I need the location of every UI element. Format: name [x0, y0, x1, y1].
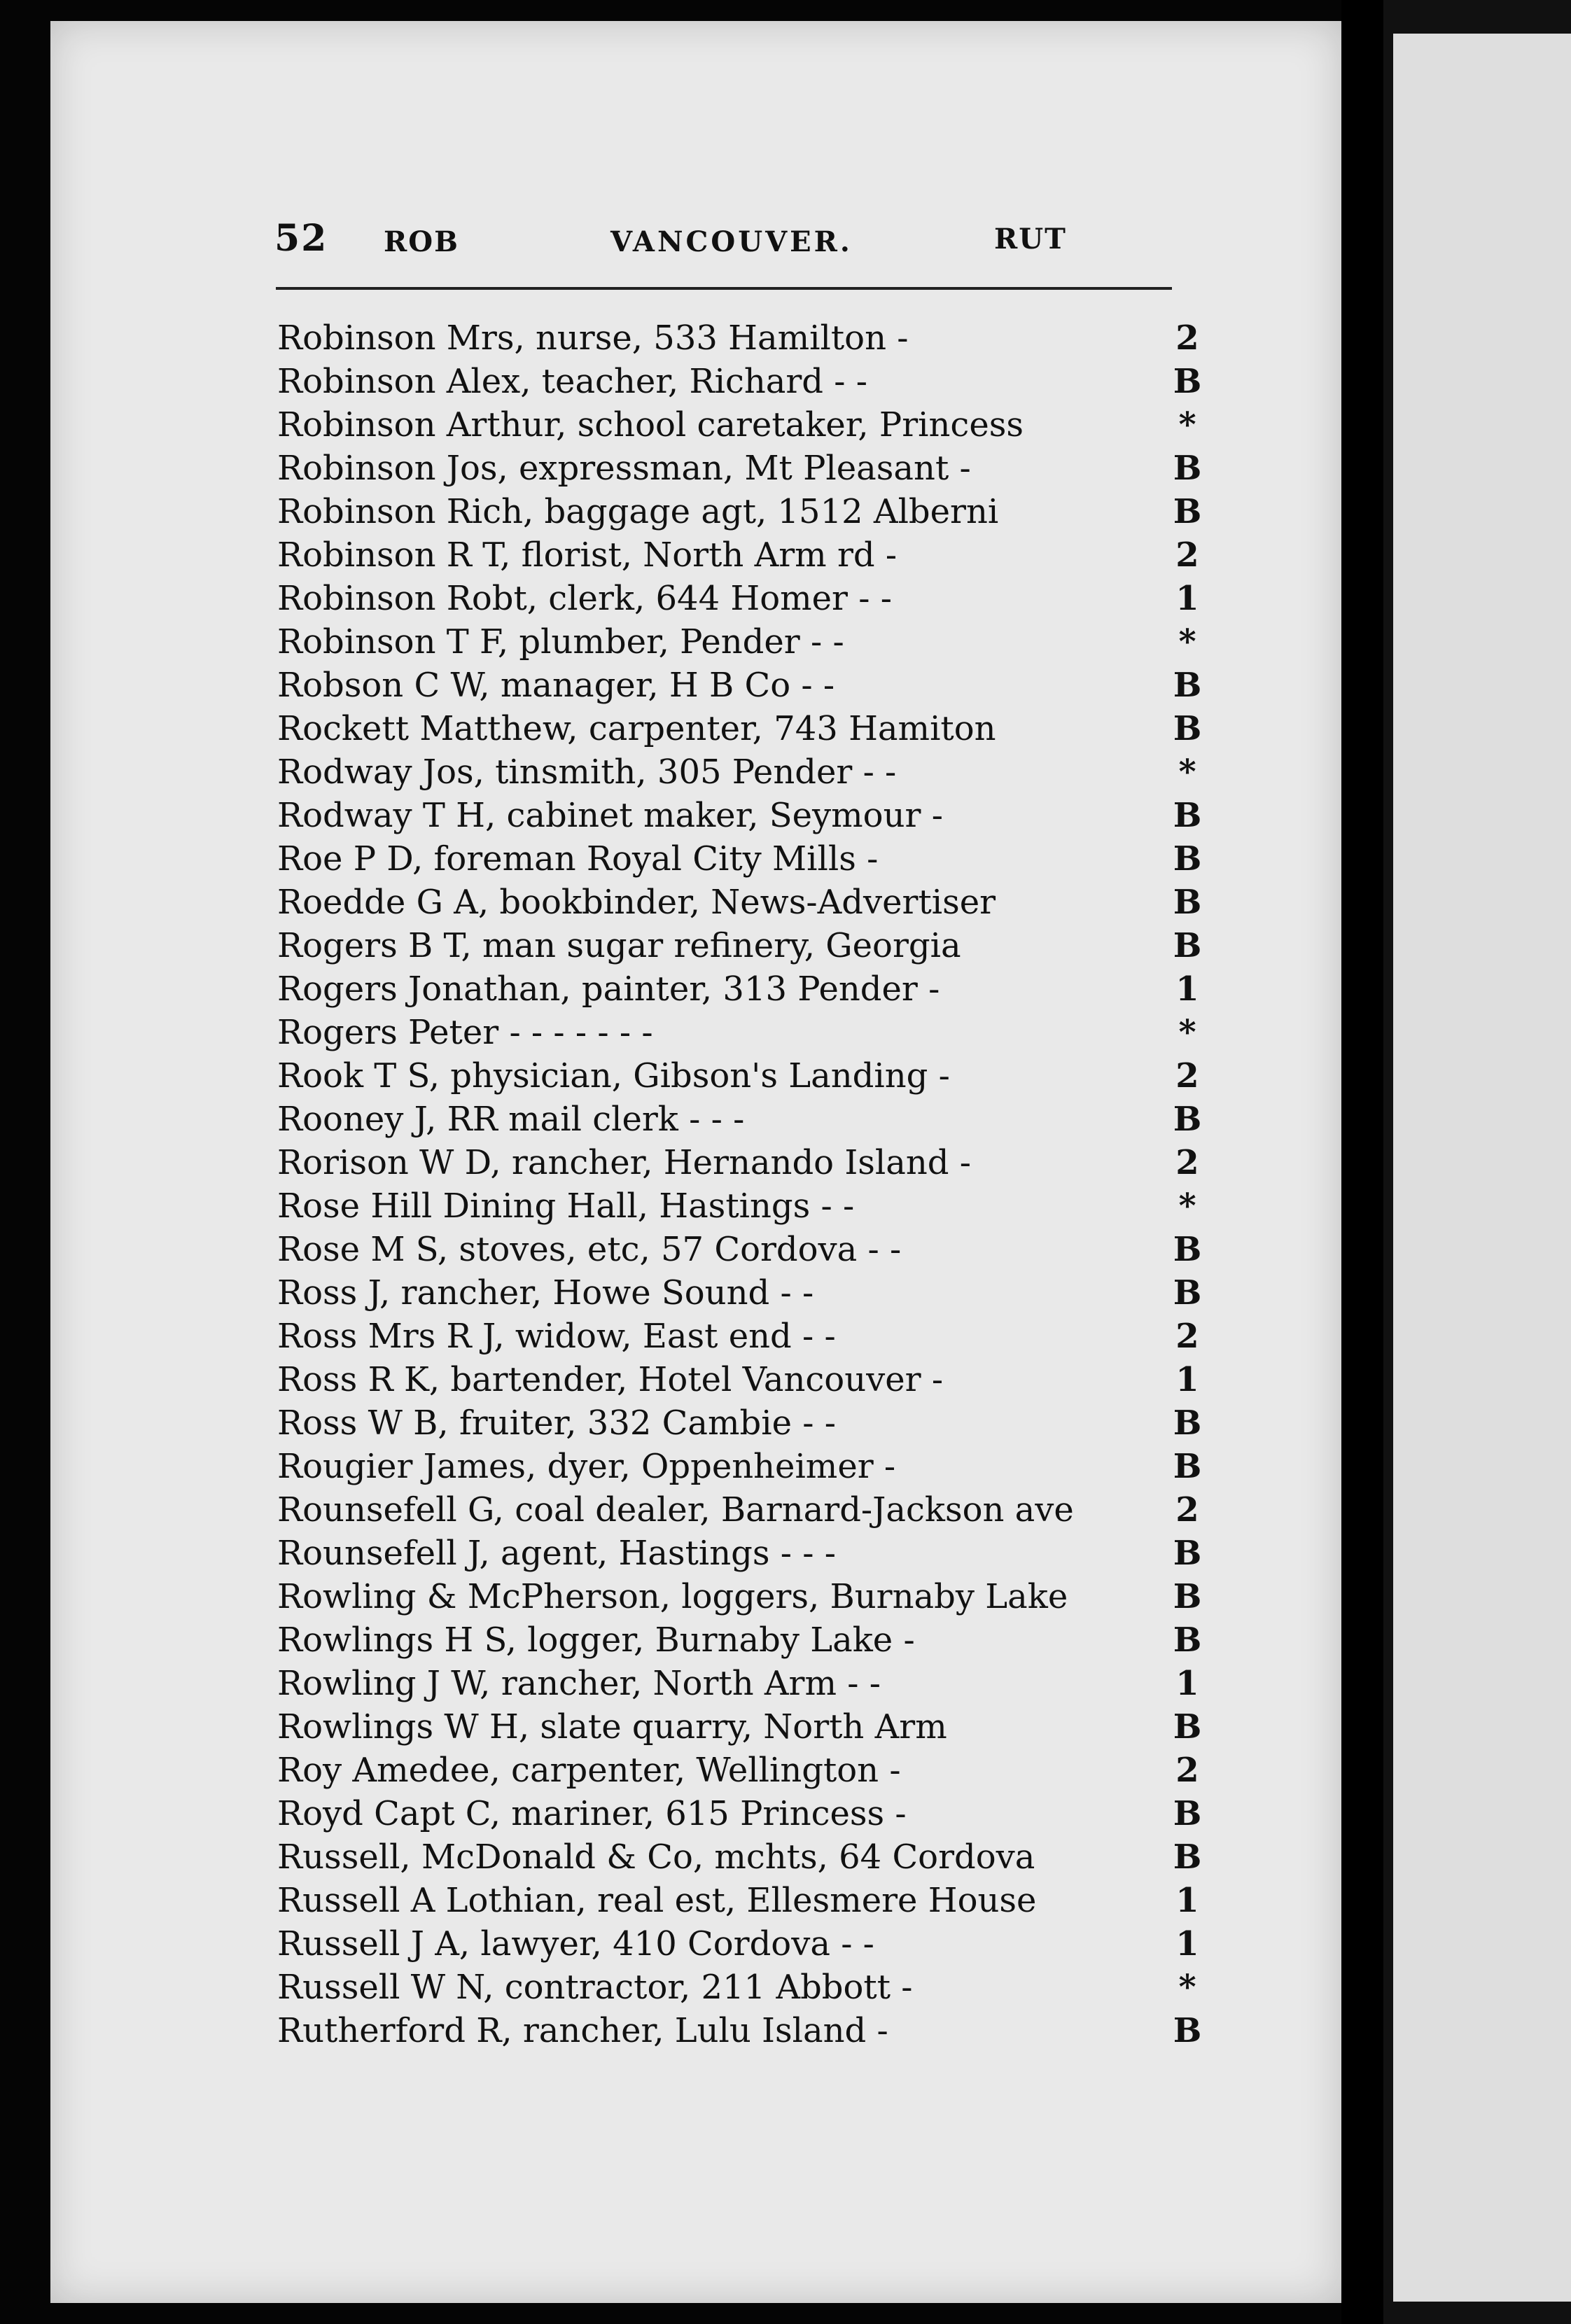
- entry-code: *: [1178, 1968, 1196, 2007]
- entry-code: B: [1173, 1100, 1202, 1139]
- entry-text: Rook T S, physician, Gibson's Landing -: [277, 1056, 950, 1096]
- page-number: 52: [274, 217, 328, 260]
- entry-code: *: [1178, 622, 1196, 662]
- directory-entry: [277, 1315, 1208, 1358]
- entry-code: 2: [1175, 1490, 1199, 1530]
- directory-entry: [277, 1184, 1208, 1228]
- entry-text: Rodway Jos, tinsmith, 305 Pender - -: [277, 752, 897, 792]
- directory-entry: [277, 1098, 1208, 1141]
- entry-text: Russell W N, contractor, 211 Abbott -: [277, 1968, 913, 2007]
- entry-code: B: [1173, 796, 1202, 835]
- entry-text: Rooney J, RR mail clerk - - -: [277, 1100, 745, 1139]
- entry-text: Robinson Mrs, nurse, 533 Hamilton -: [277, 318, 909, 358]
- entry-text: Royd Capt C, mariner, 615 Princess -: [277, 1794, 907, 1833]
- entry-code: 1: [1175, 1881, 1199, 1920]
- entry-text: Russell, McDonald & Co, mchts, 64 Cordova: [277, 1837, 1035, 1877]
- entry-code: 2: [1175, 1143, 1199, 1182]
- entry-text: Russell J A, lawyer, 410 Cordova - -: [277, 1924, 874, 1963]
- entry-code: *: [1178, 405, 1196, 444]
- entry-code: *: [1178, 752, 1196, 792]
- directory-entry: [277, 794, 1208, 837]
- entry-code: *: [1178, 1186, 1196, 1226]
- directory-entry: [277, 1705, 1208, 1749]
- entry-text: Rockett Matthew, carpenter, 743 Hamiton: [277, 709, 996, 748]
- entry-text: Roe P D, foreman Royal City Mills -: [277, 839, 879, 878]
- gutter-shadow: [1341, 0, 1383, 2324]
- directory-entry: [277, 707, 1208, 750]
- entry-text: Rose Hill Dining Hall, Hastings - -: [277, 1186, 855, 1226]
- entry-code: 2: [1175, 318, 1199, 358]
- directory-entry: [277, 316, 1208, 360]
- directory-entry: [277, 1879, 1208, 1922]
- directory-entry: [277, 881, 1208, 924]
- entry-code: B: [1173, 362, 1202, 401]
- entry-text: Robinson Arthur, school caretaker, Princess: [277, 405, 1024, 444]
- entry-text: Robinson R T, florist, North Arm rd -: [277, 536, 898, 575]
- entry-code: B: [1173, 926, 1202, 965]
- directory-entry: [277, 2009, 1208, 2052]
- directory-entry: [277, 403, 1208, 447]
- directory-entry: [277, 967, 1208, 1011]
- entry-code: B: [1173, 1230, 1202, 1269]
- directory-entry: [277, 620, 1208, 664]
- directory-entry: [277, 664, 1208, 707]
- entry-text: Robinson T F, plumber, Pender - -: [277, 622, 844, 662]
- entry-text: Rowlings W H, slate quarry, North Arm: [277, 1707, 947, 1746]
- directory-entry: [277, 1445, 1208, 1488]
- entry-text: Rogers Jonathan, painter, 313 Pender -: [277, 969, 940, 1009]
- entry-code: 1: [1175, 579, 1199, 618]
- directory-entry: [277, 750, 1208, 794]
- directory-entry: [277, 1358, 1208, 1401]
- entry-text: Robinson Robt, clerk, 644 Homer - -: [277, 579, 892, 618]
- directory-entry: [277, 1922, 1208, 1966]
- directory-entry: [277, 1271, 1208, 1315]
- header-left-guide-word: ROB: [384, 225, 459, 258]
- entry-code: B: [1173, 449, 1202, 488]
- header-right-guide-word: RUT: [994, 223, 1067, 255]
- directory-entry: [277, 577, 1208, 620]
- entry-code: B: [1173, 1447, 1202, 1486]
- entry-code: B: [1173, 1534, 1202, 1573]
- entry-code: *: [1178, 1013, 1196, 1052]
- directory-entry: [277, 1662, 1208, 1705]
- entry-code: B: [1173, 1577, 1202, 1616]
- entry-text: Robinson Jos, expressman, Mt Pleasant -: [277, 449, 971, 488]
- directory-entry: [277, 924, 1208, 967]
- entry-text: Rogers Peter - - - - - - -: [277, 1013, 653, 1052]
- entry-code: B: [1173, 1404, 1202, 1443]
- entry-code: 1: [1175, 1360, 1199, 1399]
- entry-text: Rowling J W, rancher, North Arm - -: [277, 1664, 881, 1703]
- entry-code: B: [1173, 709, 1202, 748]
- directory-entry: [277, 1792, 1208, 1835]
- entry-text: Rogers B T, man sugar refinery, Georgia: [277, 926, 961, 965]
- entry-code: B: [1173, 1837, 1202, 1877]
- entry-text: Ross R K, bartender, Hotel Vancouver -: [277, 1360, 944, 1399]
- entry-code: B: [1173, 1620, 1202, 1660]
- directory-entry: [277, 1011, 1208, 1054]
- entry-code: 1: [1175, 1664, 1199, 1703]
- entry-text: Robinson Alex, teacher, Richard - -: [277, 362, 867, 401]
- entry-code: 1: [1175, 1924, 1199, 1963]
- entry-text: Russell A Lothian, real est, Ellesmere House: [277, 1881, 1037, 1920]
- entry-code: 1: [1175, 969, 1199, 1009]
- adjacent-page: [1393, 34, 1571, 2302]
- directory-entry: [277, 1228, 1208, 1271]
- directory-entry: [277, 490, 1208, 533]
- entry-code: 2: [1175, 1056, 1199, 1096]
- directory-entry: [277, 1749, 1208, 1792]
- entry-code: B: [1173, 1273, 1202, 1312]
- entry-code: 2: [1175, 1751, 1199, 1790]
- directory-entry: [277, 360, 1208, 403]
- directory-entry: [277, 837, 1208, 881]
- entry-text: Rowling & McPherson, loggers, Burnaby Lake: [277, 1577, 1068, 1616]
- directory-entry: [277, 1401, 1208, 1445]
- entry-text: Ross W B, fruiter, 332 Cambie - -: [277, 1404, 836, 1443]
- entry-text: Rowlings H S, logger, Burnaby Lake -: [277, 1620, 915, 1660]
- entry-code: B: [1173, 839, 1202, 878]
- directory-entry: [277, 1532, 1208, 1575]
- entry-code: B: [1173, 666, 1202, 705]
- entry-text: Roy Amedee, carpenter, Wellington -: [277, 1751, 901, 1790]
- directory-entry: [277, 1488, 1208, 1532]
- directory-entry: [277, 1141, 1208, 1184]
- entry-text: Rounsefell J, agent, Hastings - - -: [277, 1534, 836, 1573]
- directory-entry: [277, 1054, 1208, 1098]
- entry-text: Rougier James, dyer, Oppenheimer -: [277, 1447, 896, 1486]
- entry-text: Rose M S, stoves, etc, 57 Cordova - -: [277, 1230, 902, 1269]
- entry-text: Ross Mrs R J, widow, East end - -: [277, 1317, 836, 1356]
- entry-code: B: [1173, 1794, 1202, 1833]
- entry-code: B: [1173, 2011, 1202, 2050]
- entry-text: Rorison W D, rancher, Hernando Island -: [277, 1143, 972, 1182]
- entry-text: Rounsefell G, coal dealer, Barnard-Jackson ave: [277, 1490, 1074, 1530]
- entry-code: B: [1173, 883, 1202, 922]
- directory-entries: [277, 316, 1208, 2052]
- entry-code: B: [1173, 1707, 1202, 1746]
- entry-code: 2: [1175, 536, 1199, 575]
- directory-entry: [277, 1835, 1208, 1879]
- entry-code: 2: [1175, 1317, 1199, 1356]
- entry-text: Rodway T H, cabinet maker, Seymour -: [277, 796, 943, 835]
- header-rule: [276, 287, 1172, 290]
- directory-entry: [277, 1618, 1208, 1662]
- entry-text: Roedde G A, bookbinder, News-Advertiser: [277, 883, 996, 922]
- header-title: VANCOUVER.: [610, 225, 853, 258]
- entry-text: Ross J, rancher, Howe Sound - -: [277, 1273, 814, 1312]
- directory-entry: [277, 533, 1208, 577]
- entry-text: Robinson Rich, baggage agt, 1512 Alberni: [277, 492, 999, 531]
- directory-entry: [277, 447, 1208, 490]
- directory-entry: [277, 1966, 1208, 2009]
- entry-code: B: [1173, 492, 1202, 531]
- entry-text: Rutherford R, rancher, Lulu Island -: [277, 2011, 888, 2050]
- directory-entry: [277, 1575, 1208, 1618]
- entry-text: Robson C W, manager, H B Co - -: [277, 666, 835, 705]
